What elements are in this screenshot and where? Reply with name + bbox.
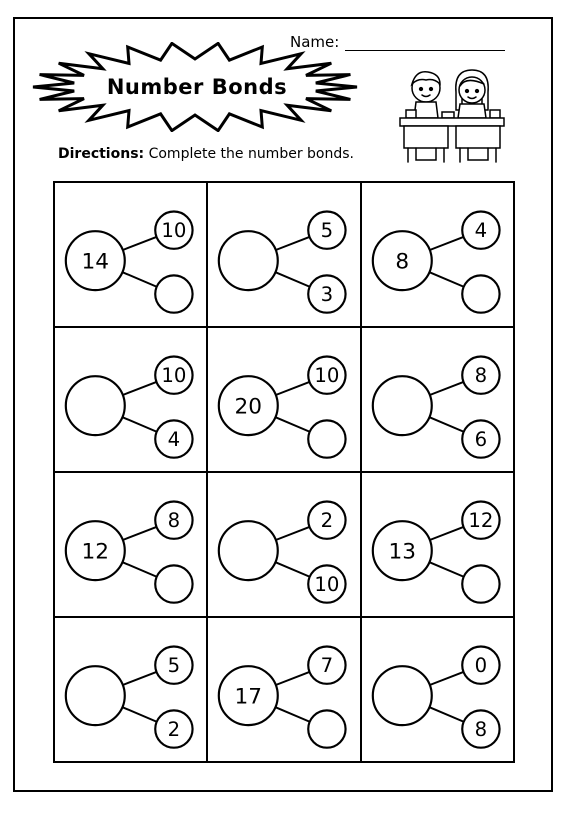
bond-connector — [123, 527, 157, 540]
part-circle-top-value: 2 — [320, 509, 334, 533]
bond-cell — [207, 182, 360, 327]
whole-circle[interactable] — [219, 521, 278, 580]
children-at-desks-icon — [396, 66, 508, 166]
part-circle-bottom-value: 3 — [320, 283, 334, 307]
bond-connector — [429, 237, 463, 250]
bond-cell — [361, 617, 514, 762]
number-bond — [208, 328, 359, 471]
whole-circle[interactable] — [372, 376, 431, 435]
bond-connector — [276, 272, 310, 287]
bond-cell — [207, 617, 360, 762]
number-bond — [208, 183, 359, 326]
bond-cell — [54, 472, 207, 617]
bond-connector — [276, 672, 310, 685]
worksheet-title: Number Bonds — [106, 75, 288, 99]
bond-cell — [207, 327, 360, 472]
part-circle-top-value: 10 — [161, 364, 187, 388]
number-bond — [55, 328, 206, 471]
whole-circle[interactable] — [66, 666, 125, 725]
bond-connector — [429, 527, 463, 540]
part-circle-bottom[interactable] — [462, 275, 499, 312]
bond-connector — [429, 562, 463, 577]
bond-connector — [429, 272, 463, 287]
bond-connector — [429, 382, 463, 395]
number-bond — [362, 183, 513, 326]
part-circle-top-value: 12 — [468, 509, 494, 533]
bond-cell — [361, 182, 514, 327]
part-circle-top-value: 10 — [314, 364, 340, 388]
number-bond — [55, 183, 206, 326]
whole-circle-value: 14 — [81, 249, 110, 275]
bond-connector — [429, 672, 463, 685]
part-circle-top-value: 0 — [474, 654, 487, 678]
bond-connector — [276, 382, 310, 395]
bond-connector — [122, 272, 156, 287]
bond-connector — [123, 382, 157, 395]
bond-cell — [207, 472, 360, 617]
whole-circle-value: 13 — [388, 539, 416, 565]
bond-connector — [123, 672, 157, 685]
part-circle-top-value: 5 — [320, 219, 334, 243]
part-circle-bottom-value: 8 — [474, 718, 487, 742]
number-bond — [362, 328, 513, 471]
number-bond — [208, 473, 359, 616]
bond-connector — [122, 417, 156, 432]
number-bond-grid — [53, 181, 515, 763]
name-label: Name: — [290, 33, 340, 51]
part-circle-top-value: 4 — [474, 219, 487, 243]
bond-cell — [54, 327, 207, 472]
bond-connector — [276, 562, 310, 577]
bond-cell — [54, 617, 207, 762]
part-circle-bottom-value: 6 — [474, 428, 487, 452]
bond-connector — [276, 237, 310, 250]
bond-connector — [123, 237, 157, 250]
part-circle-top-value: 8 — [167, 509, 181, 533]
whole-circle[interactable] — [372, 666, 431, 725]
bond-connector — [276, 417, 310, 432]
part-circle-bottom[interactable] — [155, 565, 192, 602]
whole-circle-value: 17 — [234, 684, 263, 710]
whole-circle-value: 12 — [81, 539, 110, 565]
number-bond — [55, 473, 206, 616]
name-blank-line[interactable] — [345, 36, 505, 51]
directions-label: Directions: — [58, 146, 145, 162]
whole-circle[interactable] — [66, 376, 125, 435]
bond-connector — [276, 527, 310, 540]
bond-cell — [361, 327, 514, 472]
bond-cell — [361, 472, 514, 617]
bond-connector — [429, 417, 463, 432]
part-circle-bottom-value: 2 — [167, 718, 181, 742]
part-circle-bottom-value: 10 — [314, 573, 340, 597]
bond-connector — [122, 562, 156, 577]
part-circle-top-value: 8 — [474, 364, 487, 388]
bond-connector — [429, 707, 463, 722]
bond-connector — [122, 707, 156, 722]
part-circle-top-value: 7 — [320, 654, 334, 678]
part-circle-bottom[interactable] — [309, 420, 346, 457]
number-bond — [362, 618, 513, 761]
bond-cell — [54, 182, 207, 327]
bond-connector — [276, 707, 310, 722]
directions — [58, 146, 354, 162]
whole-circle-value: 20 — [234, 394, 263, 420]
part-circle-bottom[interactable] — [155, 275, 192, 312]
number-bond — [208, 618, 359, 761]
part-circle-bottom-value: 4 — [167, 428, 181, 452]
number-bond — [362, 473, 513, 616]
part-circle-top-value: 10 — [161, 219, 187, 243]
part-circle-bottom[interactable] — [462, 565, 499, 602]
number-bond — [55, 618, 206, 761]
part-circle-top-value: 5 — [167, 654, 181, 678]
part-circle-bottom[interactable] — [309, 710, 346, 747]
whole-circle[interactable] — [219, 231, 278, 290]
directions-text: Complete the number bonds. — [148, 146, 354, 162]
whole-circle-value: 8 — [395, 249, 409, 275]
